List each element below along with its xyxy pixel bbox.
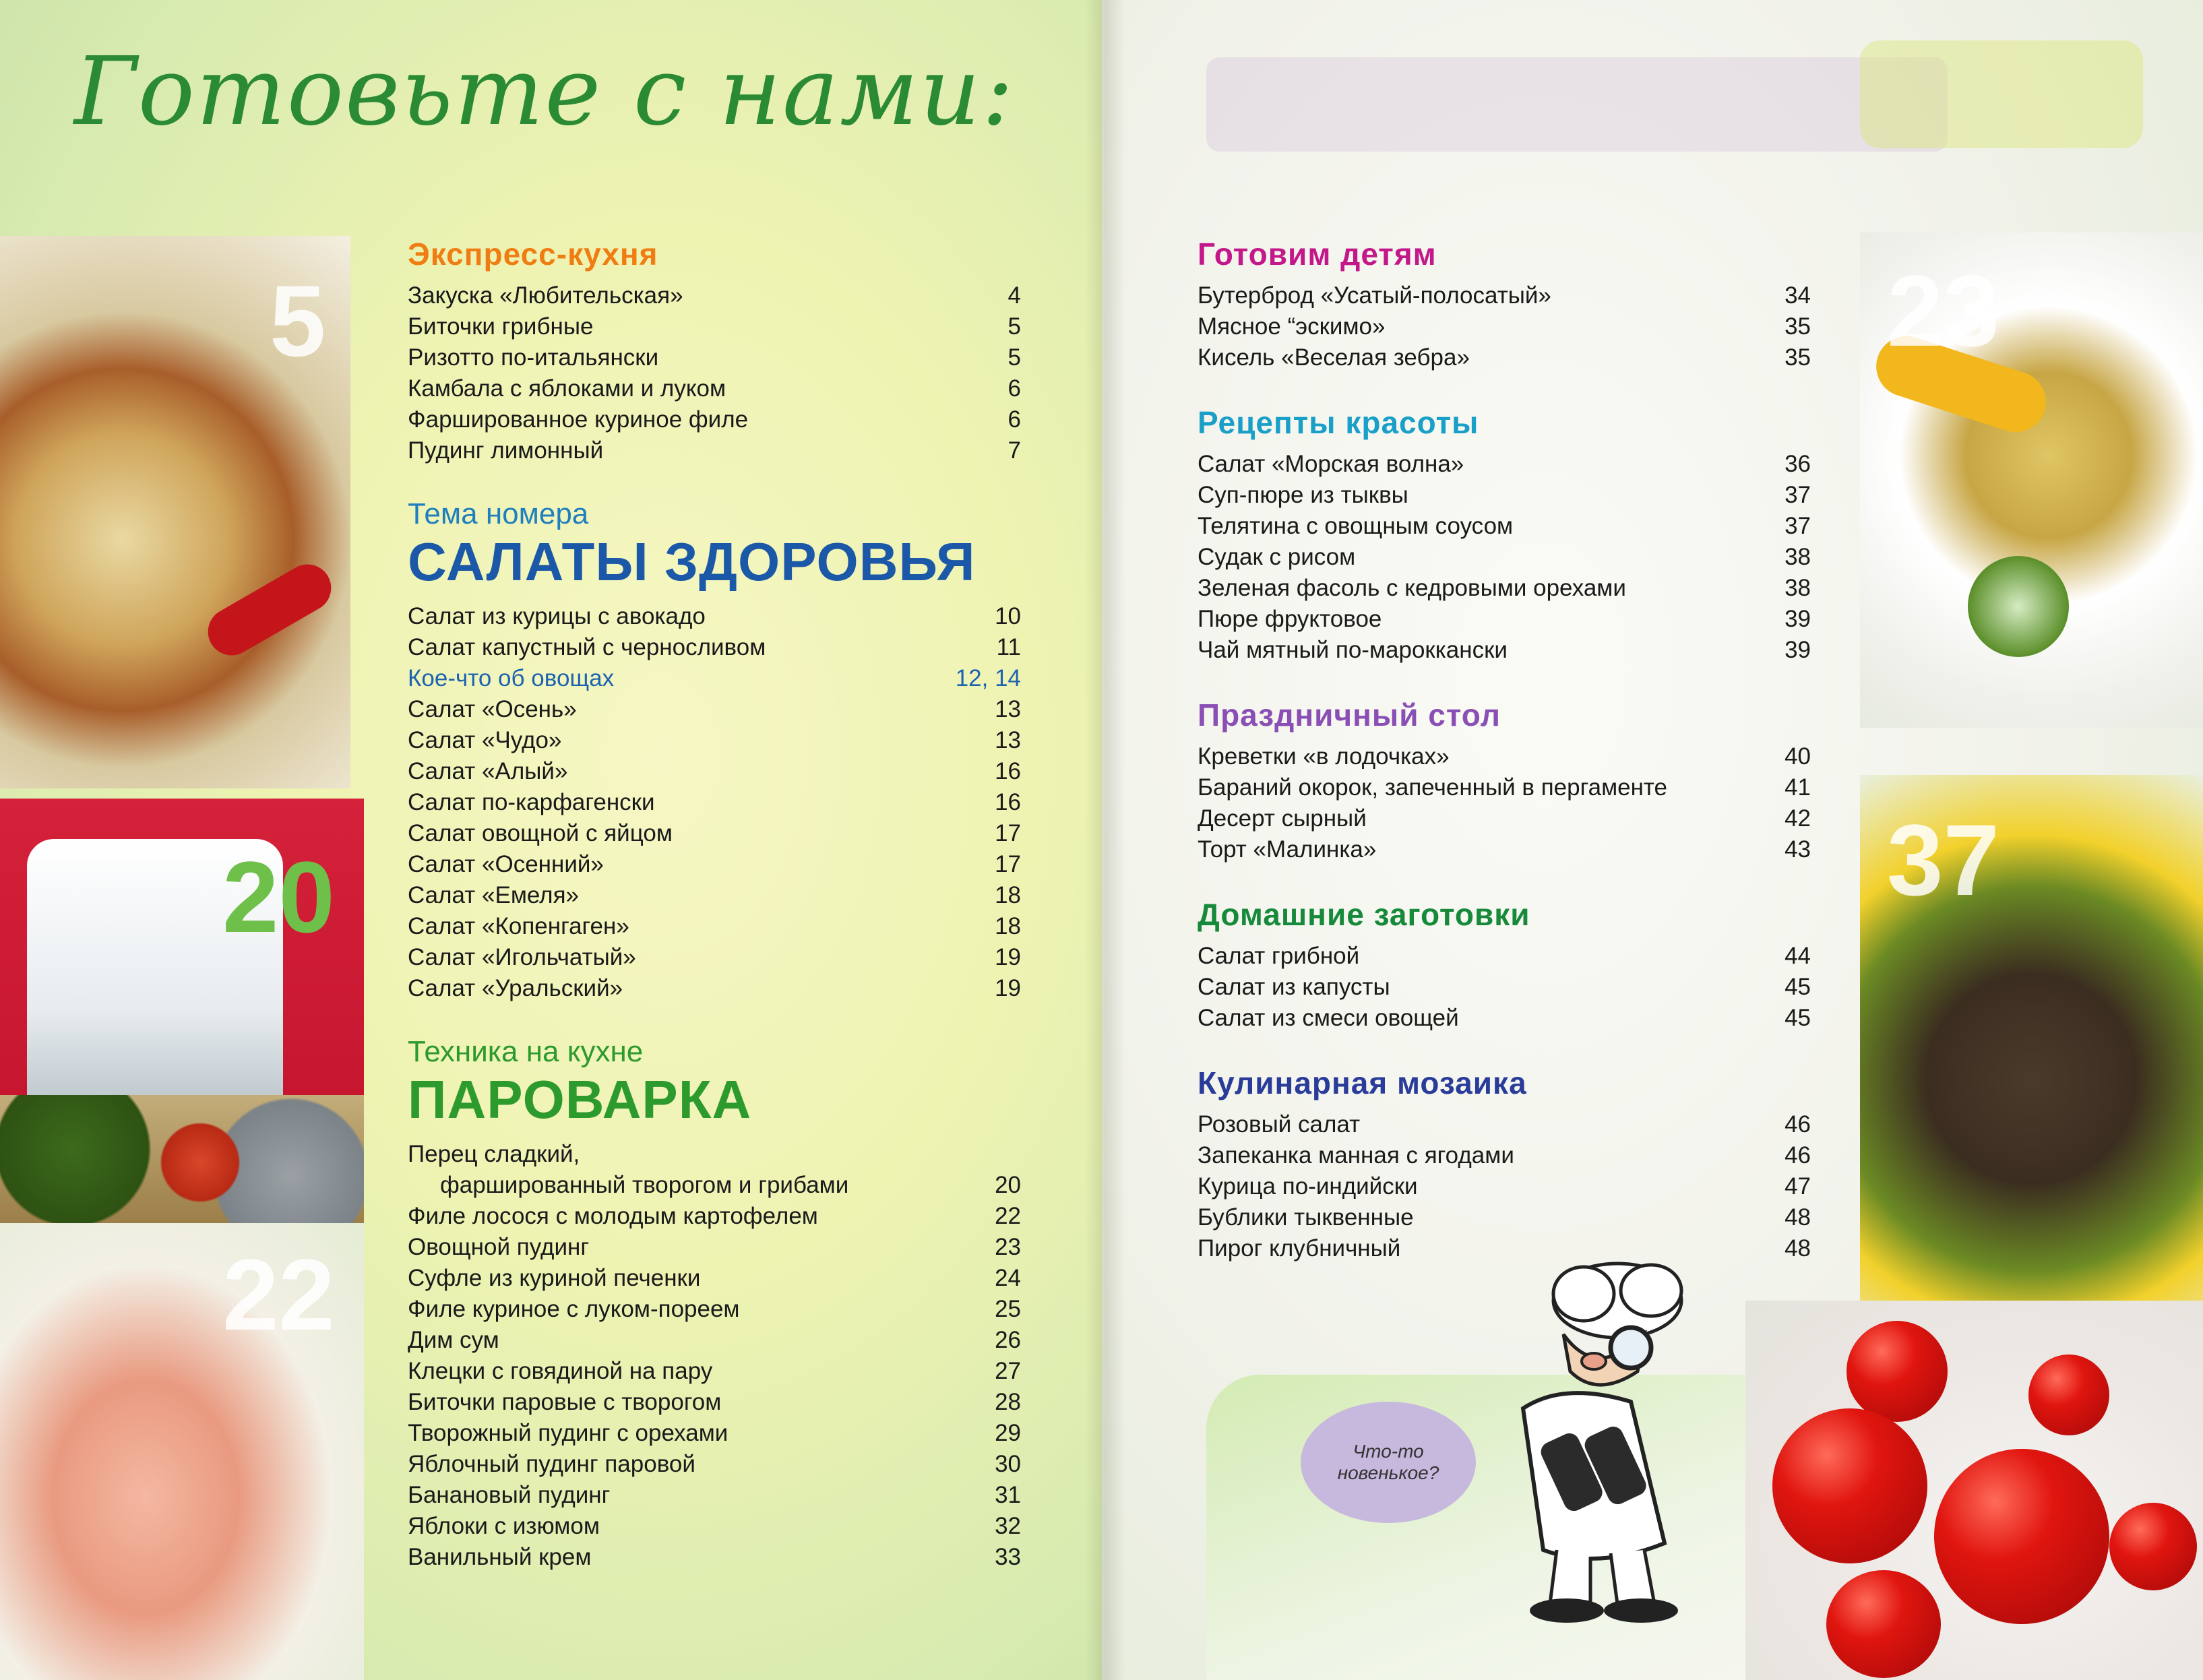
toc-row[interactable]: Закуска «Любительская» 4 — [408, 282, 1021, 309]
cucumber-image — [1968, 556, 2069, 657]
toc-section-kids — [1198, 236, 1811, 373]
toc-row[interactable]: Бублики тыквенные 48 — [1198, 1204, 1811, 1231]
photo-tomatoes — [1745, 1301, 2203, 1680]
photo-page-number: 23 — [1887, 254, 1999, 367]
toc-row[interactable]: Камбала с яблоками и луком 6 — [408, 375, 1021, 402]
section-title: Домашние заготовки — [1198, 897, 1530, 932]
toc-section-parovarka — [408, 1035, 1021, 1573]
toc-row[interactable]: Творожный пудинг с орехами 29 — [408, 1420, 1021, 1446]
section-title: Рецепты красоты — [1198, 405, 1479, 440]
vegetables-image — [0, 1095, 364, 1230]
toc-row[interactable]: Биточки паровые с творогом 28 — [408, 1389, 1021, 1415]
toc-row[interactable]: Овощной пудинг 23 — [408, 1234, 1021, 1260]
photo-page-number: 20 — [222, 840, 335, 954]
section-title: ПАРОВАРКА — [408, 1069, 752, 1129]
toc-row[interactable]: Бараний окорок, запеченный в пергаменте 41 — [1198, 774, 1811, 801]
toc-row[interactable]: Бутерброд «Усатый-полосатый» 34 — [1198, 282, 1811, 309]
toc-row[interactable]: Торт «Малинка» 43 — [1198, 836, 1811, 863]
ghost-header-tab — [1206, 57, 1948, 152]
toc-row[interactable]: Перец сладкий, — [408, 1141, 580, 1167]
toc-row[interactable]: Курица по-индийски 47 — [1198, 1173, 1811, 1200]
toc-row[interactable]: Клецки с говядиной на пару 27 — [408, 1358, 1021, 1384]
section-title: Экспресс-кухня — [408, 237, 658, 272]
tomato-image — [2109, 1503, 2197, 1590]
photo-salmon — [0, 1223, 364, 1680]
toc-row[interactable]: Салат «Копенгаген» 18 — [408, 913, 1021, 939]
toc-row[interactable]: Дим сум 26 — [408, 1327, 1021, 1353]
toc-row[interactable]: Банановый пудинг 31 — [408, 1482, 1021, 1508]
toc-row[interactable]: Салат грибной 44 — [1198, 943, 1811, 969]
chef-cartoon-icon — [1462, 1253, 1752, 1631]
section-title: САЛАТЫ ЗДОРОВЬЯ — [408, 532, 976, 592]
toc-row[interactable]: Пюре фруктовое 39 — [1198, 606, 1811, 632]
toc-row[interactable]: Салат «Емеля» 18 — [408, 882, 1021, 908]
toc-row[interactable]: Пирог клубничный 48 — [1198, 1235, 1811, 1262]
toc-row[interactable]: Пудинг лимонный 7 — [408, 437, 1021, 464]
section-subtitle: Техника на кухне — [408, 1035, 644, 1068]
speech-bubble — [1301, 1402, 1476, 1523]
photo-page-number: 5 — [270, 264, 326, 377]
page-title: Готовьте с нами: — [74, 37, 1015, 147]
chili-pepper-image — [199, 556, 340, 664]
toc-row[interactable]: Филе куриное с луком-пореем 25 — [408, 1296, 1021, 1322]
tomato-image — [1772, 1408, 1927, 1563]
tomato-image — [1826, 1570, 1941, 1678]
toc-row[interactable]: Яблоки с изюмом 32 — [408, 1513, 1021, 1539]
toc-row[interactable]: Розовый салат 46 — [1198, 1111, 1811, 1138]
toc-row[interactable]: Салат из курицы с авокадо 10 — [408, 603, 1021, 629]
right-table-of-contents — [1198, 236, 1811, 1295]
tomato-image — [2028, 1355, 2109, 1435]
toc-row[interactable]: Мясное “эскимо» 35 — [1198, 313, 1811, 340]
toc-row[interactable]: Ванильный крем 33 — [408, 1544, 1021, 1570]
toc-row[interactable]: Салат по-карфагенски 16 — [408, 789, 1021, 815]
photo-steamer — [0, 799, 364, 1230]
photo-page-number: 37 — [1887, 803, 1999, 916]
toc-row[interactable]: Кисель «Веселая зебра» 35 — [1198, 344, 1811, 371]
section-title: Готовим детям — [1198, 237, 1437, 272]
section-subtitle: Тема номера — [408, 497, 589, 530]
toc-row[interactable]: Десерт сырный 42 — [1198, 805, 1811, 832]
ghost-header-tab-accent — [1860, 40, 2143, 148]
toc-row[interactable]: Салат овощной с яйцом 17 — [408, 820, 1021, 846]
page-gutter — [1085, 0, 1125, 1680]
toc-section-beauty — [1198, 404, 1811, 666]
toc-row[interactable]: Салат «Игольчатый» 19 — [408, 944, 1021, 970]
toc-row[interactable]: Салат «Осенний» 17 — [408, 851, 1021, 877]
toc-row[interactable]: Салат «Морская волна» 36 — [1198, 451, 1811, 477]
toc-row[interactable]: Яблочный пудинг паровой 30 — [408, 1451, 1021, 1477]
toc-row[interactable]: Суп-пюре из тыквы 37 — [1198, 482, 1811, 508]
photo-rice-dish — [1860, 232, 2203, 728]
toc-row[interactable]: Салат «Осень» 13 — [408, 696, 1021, 722]
toc-row[interactable]: Зеленая фасоль с кедровыми орехами 38 — [1198, 575, 1811, 601]
section-title: Кулинарная мозаика — [1198, 1065, 1527, 1100]
toc-row[interactable]: Филе лосося с молодым картофелем 22 — [408, 1203, 1021, 1229]
toc-row[interactable]: Ризотто по-итальянски 5 — [408, 344, 1021, 371]
toc-section-holiday — [1198, 697, 1811, 865]
toc-row[interactable]: Салат «Чудо» 13 — [408, 727, 1021, 753]
toc-section-mosaic — [1198, 1065, 1811, 1264]
toc-row[interactable]: Салат капустный с черносливом 11 — [408, 634, 1021, 660]
toc-row-highlight[interactable]: Кое-что об овощах 12, 14 — [408, 665, 1021, 691]
toc-row[interactable]: Салат «Алый» 16 — [408, 758, 1021, 784]
left-table-of-contents — [408, 236, 1021, 1604]
photo-cutlet — [0, 236, 350, 788]
toc-row[interactable]: Запеканка манная с ягодами 46 — [1198, 1142, 1811, 1169]
photo-meat-roll — [1860, 775, 2203, 1328]
toc-row[interactable]: Чай мятный по-мароккански 39 — [1198, 637, 1811, 663]
toc-row[interactable]: Фаршированное куриное филе 6 — [408, 406, 1021, 433]
tomato-image — [1847, 1321, 1948, 1422]
speech-bubble-text: Что-то новенькое? — [1337, 1441, 1439, 1483]
toc-section-express — [408, 236, 1021, 466]
toc-row[interactable]: Креветки «в лодочках» 40 — [1198, 743, 1811, 770]
photo-page-number: 22 — [222, 1238, 335, 1351]
toc-section-home — [1198, 896, 1811, 1034]
toc-row[interactable]: Биточки грибные 5 — [408, 313, 1021, 340]
toc-row[interactable]: фаршированный творогом и грибами 20 — [440, 1172, 1021, 1198]
toc-row[interactable]: Судак с рисом 38 — [1198, 544, 1811, 570]
toc-row[interactable]: Салат «Уральский» 19 — [408, 975, 1021, 1001]
tomato-image — [1934, 1449, 2109, 1624]
section-title: Праздничный стол — [1198, 697, 1501, 733]
toc-row[interactable]: Суфле из куриной печенки 24 — [408, 1265, 1021, 1291]
toc-row[interactable]: Салат из смеси овощей 45 — [1198, 1005, 1811, 1031]
toc-row[interactable]: Салат из капусты 45 — [1198, 974, 1811, 1000]
toc-row[interactable]: Телятина с овощным соусом 37 — [1198, 513, 1811, 539]
toc-section-salaty — [408, 497, 1021, 1004]
